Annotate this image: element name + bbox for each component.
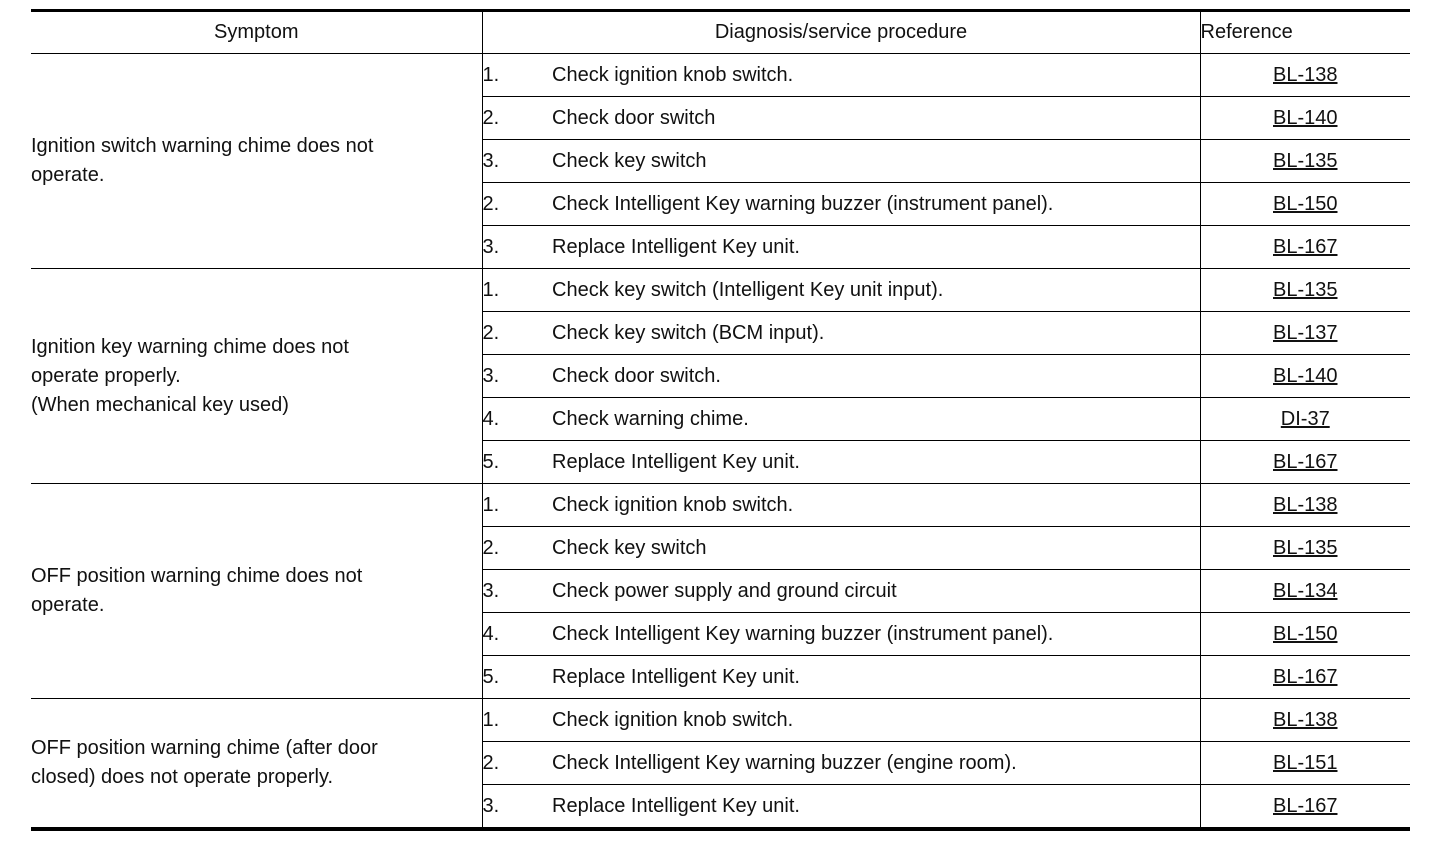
reference-link[interactable]: BL-140 [1273, 364, 1338, 387]
symptom-header: Symptom [31, 11, 482, 54]
procedure-step: Replace Intelligent Key unit. [552, 656, 1200, 699]
reference-link[interactable]: BL-135 [1273, 278, 1338, 301]
reference-cell [1200, 54, 1410, 97]
table-row [31, 269, 1410, 312]
step-number: 2. [482, 312, 552, 355]
table-row [31, 54, 1410, 97]
step-number: 2. [482, 527, 552, 570]
procedure-step: Check key switch (BCM input). [552, 312, 1200, 355]
step-number: 4. [482, 613, 552, 656]
reference-cell [1200, 183, 1410, 226]
procedure-step: Replace Intelligent Key unit. [552, 785, 1200, 830]
symptom-text: operate. [31, 594, 105, 616]
table-row [31, 699, 1410, 742]
symptom-cell [31, 54, 482, 269]
step-number: 2. [482, 183, 552, 226]
reference-link[interactable]: BL-150 [1273, 192, 1338, 215]
reference-cell [1200, 441, 1410, 484]
symptom-text: operate properly. [31, 364, 181, 387]
procedure-step: Check door switch. [552, 355, 1200, 398]
reference-link[interactable]: BL-167 [1273, 665, 1338, 688]
procedure-header: Diagnosis/service procedure [482, 11, 1200, 54]
procedure-step: Check key switch [552, 140, 1200, 183]
symptom-text: (When mechanical key used) [31, 393, 289, 416]
procedure-step: Check Intelligent Key warning buzzer (instrument panel). [552, 183, 1200, 226]
step-number: 3. [482, 794, 500, 817]
reference-cell [1200, 97, 1410, 140]
reference-cell [1200, 699, 1410, 742]
table-body [31, 54, 1410, 830]
procedure-step: Check Intelligent Key warning buzzer (instrument panel). [552, 613, 1200, 656]
step-number: 4. [482, 398, 552, 441]
step-number: 3. [482, 226, 552, 269]
step-number: 5. [482, 441, 552, 484]
reference-link[interactable]: DI-37 [1280, 407, 1330, 430]
reference-link[interactable]: BL-167 [1273, 450, 1338, 473]
reference-cell [1200, 527, 1410, 570]
symptom-text: closed) does not operate properly. [31, 766, 334, 788]
procedure-step: Check ignition knob switch. [552, 699, 1200, 742]
reference-cell [1200, 269, 1410, 312]
reference-cell [1200, 785, 1410, 830]
reference-cell [1200, 613, 1410, 656]
symptom-cell [31, 699, 482, 830]
reference-link[interactable]: BL-135 [1273, 536, 1338, 559]
symptom-cell [31, 269, 482, 484]
procedure-step: Check door switch [552, 97, 1200, 140]
reference-cell [1200, 484, 1410, 527]
reference-link[interactable]: BL-134 [1273, 579, 1338, 602]
symptom-text: OFF position warning chime does not [31, 565, 363, 587]
procedure-step: Replace Intelligent Key unit. [552, 441, 1200, 484]
reference-cell [1200, 355, 1410, 398]
reference-cell [1200, 226, 1410, 269]
reference-link[interactable]: BL-140 [1273, 106, 1338, 129]
symptom-text: operate. [31, 164, 105, 186]
procedure-step: Check power supply and ground circuit [552, 570, 1200, 613]
procedure-step: Check ignition knob switch. [552, 54, 1200, 97]
step-number: 1. [482, 269, 552, 312]
step-number: 3. [482, 570, 552, 613]
procedure-step: Check key switch (Intelligent Key unit input). [552, 269, 1200, 312]
step-number: 1. [482, 699, 552, 742]
table-row [31, 484, 1410, 527]
reference-link[interactable]: BL-137 [1273, 321, 1338, 344]
step-number: 2. [482, 742, 552, 785]
header-row [31, 11, 1410, 54]
reference-link[interactable]: BL-138 [1273, 493, 1338, 516]
reference-cell [1200, 656, 1410, 699]
reference-cell [1200, 140, 1410, 183]
reference-cell [1200, 398, 1410, 441]
diagnosis-table [31, 9, 1410, 831]
step-number: 5. [482, 656, 552, 699]
symptom-text: OFF position warning chime (after door [31, 737, 378, 759]
reference-link[interactable]: BL-138 [1273, 63, 1338, 86]
reference-link[interactable]: BL-150 [1273, 622, 1338, 645]
symptom-cell [31, 484, 482, 699]
symptom-text: Ignition key warning chime does not [31, 335, 349, 358]
procedure-step: Replace Intelligent Key unit. [552, 226, 1200, 269]
procedure-step: Check Intelligent Key warning buzzer (engine room). [552, 742, 1200, 785]
reference-cell [1200, 742, 1410, 785]
step-number: 3. [482, 355, 552, 398]
step-number: 2. [482, 97, 552, 140]
procedure-step: Check warning chime. [552, 398, 1200, 441]
symptom-text: Ignition switch warning chime does not [31, 135, 374, 157]
procedure-step: Check ignition knob switch. [552, 484, 1200, 527]
reference-link[interactable]: BL-151 [1273, 751, 1338, 774]
reference-link[interactable]: BL-167 [1273, 235, 1338, 258]
reference-cell [1200, 312, 1410, 355]
reference-link[interactable]: BL-167 [1273, 794, 1338, 817]
reference-link[interactable]: BL-135 [1273, 149, 1338, 172]
procedure-step: Check key switch [552, 527, 1200, 570]
reference-cell [1200, 570, 1410, 613]
step-number: 1. [482, 484, 552, 527]
step-number: 3. [482, 140, 552, 183]
reference-link[interactable]: BL-138 [1273, 708, 1338, 731]
reference-header: Reference [1200, 11, 1410, 54]
step-number: 1. [482, 54, 552, 97]
